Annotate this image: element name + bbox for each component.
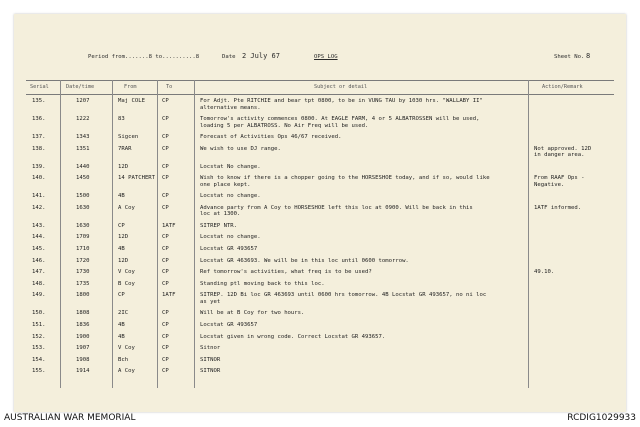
serial-cell: 151.: [32, 321, 46, 328]
to-column-header: To: [166, 84, 173, 90]
table-row: [14, 322, 626, 334]
time-cell: 1720: [76, 257, 90, 264]
serial-cell: 154.: [32, 356, 46, 363]
to-cell: CP: [162, 204, 169, 211]
from-cell: 7RAR: [118, 145, 132, 152]
serial-cell: 145.: [32, 245, 46, 252]
time-cell: 1630: [76, 204, 90, 211]
subject-cell: Locstat GR 493657: [200, 321, 258, 328]
action-cell: Not approved. 12D in danger area.: [534, 145, 592, 159]
time-cell: 1908: [76, 356, 90, 363]
to-cell: CP: [162, 145, 169, 152]
table-row: [14, 368, 626, 380]
from-cell: 4B: [118, 321, 125, 328]
datetime-column-header: Date/time: [66, 84, 95, 90]
to-cell: CP: [162, 234, 169, 241]
from-cell: V Coy: [118, 269, 135, 276]
from-cell: 2IC: [118, 310, 129, 317]
serial-cell: 143.: [32, 222, 46, 229]
table-row: [14, 345, 626, 357]
to-cell: CP: [162, 368, 169, 375]
serial-cell: 142.: [32, 204, 46, 211]
table-row: [14, 310, 626, 322]
from-cell: 4B: [118, 245, 125, 252]
subject-cell: Wish to know if there is a chopper going to the HORSESHOE today, and if so, would like one place kept.: [200, 175, 490, 188]
from-cell: A Coy: [118, 368, 135, 375]
serial-cell: 139.: [32, 163, 46, 170]
to-cell: CP: [162, 321, 169, 328]
from-cell: 4B: [118, 333, 125, 340]
serial-cell: 135.: [32, 98, 46, 104]
subject-cell: SITREP NTR.: [200, 222, 238, 229]
from-cell: Bch: [118, 356, 129, 363]
action-cell: 1ATF informed.: [534, 204, 582, 211]
from-cell: 12D: [118, 234, 129, 241]
to-cell: CP: [162, 280, 169, 287]
date-label: Date: [222, 54, 236, 60]
serial-cell: 137.: [32, 134, 46, 140]
subject-cell: We wish to use DJ range.: [200, 145, 281, 152]
header-bottom-rule: [26, 94, 614, 95]
table-row: [14, 134, 626, 146]
subject-cell: For Adjt. Pte RITCHIE and bear tpt 0800, to be in VUNG TAU by 1030 hrs. "WALLABY II" alternative means.: [200, 98, 483, 111]
to-cell: CP: [162, 245, 169, 252]
table-row: [14, 357, 626, 369]
table-row: [14, 175, 626, 193]
table-row: [14, 223, 626, 235]
subject-cell: Advance party from A Coy to HORSESHOE left this loc at 0900. Will be back in this loc at 1300.: [200, 204, 473, 218]
subject-cell: Sitnor: [200, 345, 221, 352]
serial-cell: 149.: [32, 292, 46, 299]
sheet-label: Sheet No.: [554, 54, 585, 60]
time-cell: 1351: [76, 145, 90, 152]
from-cell: CP: [118, 222, 125, 229]
serial-cell: 140.: [32, 175, 46, 182]
time-cell: 1900: [76, 333, 90, 340]
serial-cell: 150.: [32, 310, 46, 317]
table-top-rule: [26, 80, 614, 81]
log-sheet: [14, 14, 626, 412]
time-cell: 1710: [76, 245, 90, 252]
to-cell: CP: [162, 116, 169, 122]
time-cell: 1500: [76, 193, 90, 200]
from-cell: Maj COLE: [118, 98, 145, 104]
time-cell: 1709: [76, 234, 90, 241]
from-cell: 12D: [118, 163, 129, 170]
serial-cell: 146.: [32, 257, 46, 264]
serial-cell: 147.: [32, 269, 46, 276]
to-cell: CP: [162, 333, 169, 340]
serial-cell: 141.: [32, 193, 46, 200]
sheet-value: 8: [586, 52, 591, 60]
table-row: [14, 246, 626, 258]
subject-cell: Locstat given in wrong code. Correct Locstat GR 493657.: [200, 333, 386, 340]
serial-cell: 152.: [32, 333, 46, 340]
archive-credit: AUSTRALIAN WAR MEMORIAL: [4, 413, 136, 423]
time-cell: 1222: [76, 116, 90, 122]
serial-cell: 136.: [32, 116, 46, 122]
action-cell: From RAAF Ops - Negative.: [534, 175, 585, 188]
subject-column-header: Subject or detail: [314, 84, 368, 90]
from-cell: Sigcen: [118, 134, 139, 140]
time-cell: 1800: [76, 292, 90, 299]
time-cell: 1343: [76, 134, 90, 140]
subject-cell: Forecast of Activities Ops 46/67 received.: [200, 134, 342, 140]
table-row: [14, 269, 626, 281]
table-row: [14, 334, 626, 346]
subject-cell: Will be at B Coy for two hours.: [200, 310, 305, 317]
serial-cell: 144.: [32, 234, 46, 241]
subject-cell: SITNOR: [200, 368, 221, 375]
subject-cell: Locstat no change.: [200, 234, 261, 241]
time-cell: 1440: [76, 163, 90, 170]
serial-column-header: Serial: [30, 84, 49, 90]
archive-reference: RCDIG1029933: [567, 413, 636, 423]
to-cell: CP: [162, 163, 169, 170]
table-row: [14, 281, 626, 293]
subject-cell: Locstat GR 493657: [200, 245, 258, 252]
from-cell: 12D: [118, 257, 129, 264]
serial-cell: 148.: [32, 280, 46, 287]
table-row: [14, 292, 626, 310]
log-title: OPS LOG: [314, 54, 338, 60]
to-cell: CP: [162, 269, 169, 276]
subject-cell: SITREP. 12D Bi loc GR 463693 until 0600 hrs tomorrow. 4B Locstat GR 493657, no ni loc as yet: [200, 292, 487, 305]
table-row: [14, 234, 626, 246]
time-cell: 1735: [76, 280, 90, 287]
subject-cell: Locstat GR 463693. We will be in this loc until 0600 tomorrow.: [200, 257, 409, 264]
time-cell: 1914: [76, 368, 90, 375]
table-row: [14, 98, 626, 116]
time-cell: 1808: [76, 310, 90, 317]
to-cell: CP: [162, 257, 169, 264]
action-column-header: Action/Remark: [542, 84, 583, 90]
to-cell: CP: [162, 356, 169, 363]
to-cell: CP: [162, 310, 169, 317]
to-cell: CP: [162, 193, 169, 200]
from-cell: 14 PATCHERT: [118, 175, 156, 182]
subject-cell: Ref tomorrow's activities, what freq is to be used?: [200, 269, 372, 276]
to-cell: CP: [162, 345, 169, 352]
from-cell: B Coy: [118, 280, 135, 287]
time-cell: 1450: [76, 175, 90, 182]
to-cell: 1ATF: [162, 292, 176, 299]
to-cell: 1ATF: [162, 222, 176, 229]
time-cell: 1907: [76, 345, 90, 352]
table-row: [14, 116, 626, 134]
to-cell: CP: [162, 175, 169, 182]
subject-cell: SITNOR: [200, 356, 221, 363]
time-cell: 1207: [76, 98, 90, 104]
date-value: 2 July 67: [242, 52, 280, 60]
table-row: [14, 258, 626, 270]
action-cell: 49.10.: [534, 269, 555, 276]
serial-cell: 153.: [32, 345, 46, 352]
from-cell: V Coy: [118, 345, 135, 352]
subject-cell: Tomorrow's activity commences 0800. At EAGLE FARM, 4 or 5 ALBATROSSEN will be used, loading 5 per ALBATROSS. No Air Freq will be used.: [200, 116, 480, 129]
table-row: [14, 146, 626, 164]
period-field: Period from.......8 to..........8: [88, 54, 200, 60]
subject-cell: Locstat No change.: [200, 163, 261, 170]
from-cell: A Coy: [118, 204, 135, 211]
to-cell: CP: [162, 134, 169, 140]
from-column-header: From: [124, 84, 137, 90]
log-entries: [14, 98, 626, 380]
to-cell: CP: [162, 98, 169, 104]
table-row: [14, 193, 626, 205]
table-row: [14, 164, 626, 176]
from-cell: 83: [118, 116, 125, 122]
time-cell: 1836: [76, 321, 90, 328]
serial-cell: 138.: [32, 145, 46, 152]
from-cell: 4B: [118, 193, 125, 200]
from-cell: CP: [118, 292, 125, 299]
time-cell: 1730: [76, 269, 90, 276]
time-cell: 1630: [76, 222, 90, 229]
table-row: [14, 205, 626, 223]
subject-cell: Standing ptl moving back to this loc.: [200, 280, 325, 287]
subject-cell: Locstat no change.: [200, 193, 261, 200]
serial-cell: 155.: [32, 368, 46, 375]
